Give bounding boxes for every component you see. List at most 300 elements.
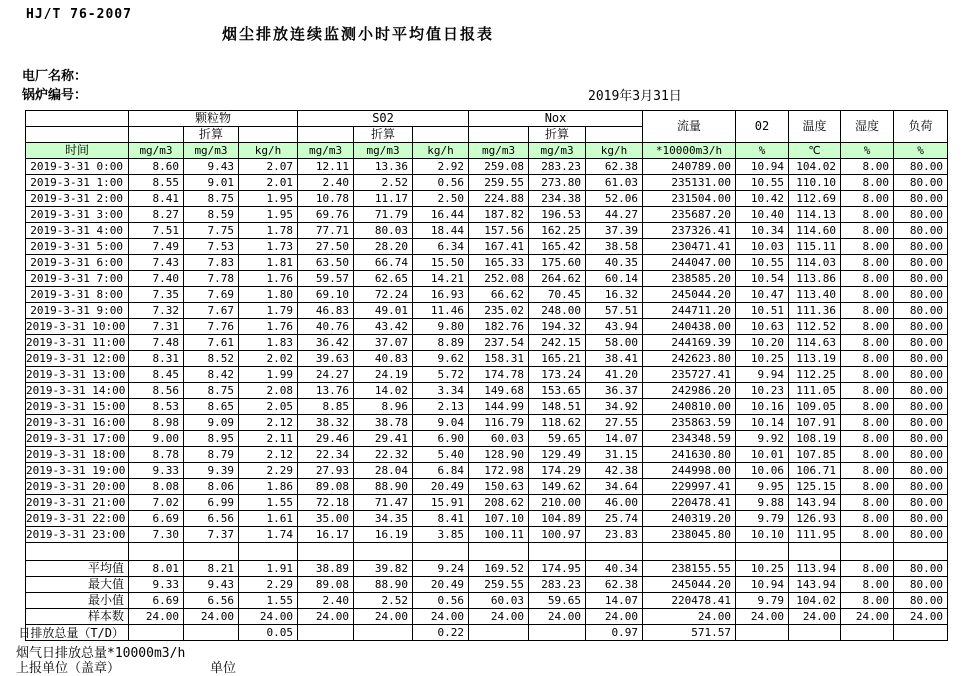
value-cell: 235131.00: [643, 175, 736, 191]
value-cell: 8.00: [841, 399, 894, 415]
unit-cell: mg/m3: [469, 143, 529, 159]
time-cell: 2019-3-31 6:00: [26, 255, 129, 271]
value-cell: 242.15: [529, 335, 586, 351]
value-cell: 196.53: [529, 207, 586, 223]
value-cell: 80.00: [894, 577, 948, 593]
summary-label: 最大值: [26, 577, 129, 593]
empty-cell: [239, 543, 298, 561]
value-cell: 111.05: [789, 383, 841, 399]
value-cell: 8.00: [841, 527, 894, 543]
value-cell: 24.00: [469, 609, 529, 625]
value-cell: 66.74: [354, 255, 413, 271]
converted-header-so2: 折算: [354, 127, 413, 143]
doc-code: HJ/T 76-2007: [26, 7, 132, 22]
value-cell: 100.11: [469, 527, 529, 543]
value-cell: 6.56: [184, 511, 239, 527]
value-cell: 22.34: [298, 447, 354, 463]
converted-header-pm: 折算: [184, 127, 239, 143]
value-cell: 28.04: [354, 463, 413, 479]
value-cell: 8.00: [841, 577, 894, 593]
value-cell: 172.98: [469, 463, 529, 479]
value-cell: 149.62: [529, 479, 586, 495]
time-cell: 2019-3-31 18:00: [26, 447, 129, 463]
summary-row: [26, 609, 948, 625]
table-row: [26, 319, 948, 335]
value-cell: 27.50: [298, 239, 354, 255]
value-cell: 16.44: [413, 207, 469, 223]
total-row: [26, 625, 948, 641]
value-cell: 20.49: [413, 577, 469, 593]
value-cell: 1.61: [239, 511, 298, 527]
table-row: [26, 511, 948, 527]
value-cell: 39.63: [298, 351, 354, 367]
value-cell: 77.71: [298, 223, 354, 239]
value-cell: 15.91: [413, 495, 469, 511]
table-row: [26, 287, 948, 303]
value-cell: [789, 625, 841, 641]
value-cell: 0.05: [239, 625, 298, 641]
value-cell: 104.02: [789, 159, 841, 175]
value-cell: 2.52: [354, 593, 413, 609]
value-cell: 175.60: [529, 255, 586, 271]
boiler-id-label: 锅炉编号：: [22, 88, 88, 103]
value-cell: 283.23: [529, 577, 586, 593]
value-cell: 112.52: [789, 319, 841, 335]
value-cell: 6.99: [184, 495, 239, 511]
report-date: 2019年3月31日: [588, 89, 682, 104]
value-cell: 126.93: [789, 511, 841, 527]
value-cell: 194.32: [529, 319, 586, 335]
value-cell: 10.03: [736, 239, 789, 255]
value-cell: 89.08: [298, 577, 354, 593]
value-cell: 169.52: [469, 561, 529, 577]
value-cell: 80.00: [894, 303, 948, 319]
value-cell: 167.41: [469, 239, 529, 255]
value-cell: 2.29: [239, 577, 298, 593]
value-cell: 38.41: [586, 351, 643, 367]
value-cell: 8.56: [129, 383, 184, 399]
table-row: [26, 159, 948, 175]
empty-cell: [469, 543, 529, 561]
value-cell: 1.83: [239, 335, 298, 351]
value-cell: 157.56: [469, 223, 529, 239]
value-cell: 1.81: [239, 255, 298, 271]
value-cell: 10.51: [736, 303, 789, 319]
value-cell: 10.78: [298, 191, 354, 207]
value-cell: 12.11: [298, 159, 354, 175]
value-cell: 237326.41: [643, 223, 736, 239]
value-cell: [736, 625, 789, 641]
value-cell: 69.10: [298, 287, 354, 303]
value-cell: 113.19: [789, 351, 841, 367]
value-cell: 24.00: [894, 609, 948, 625]
daily-total-label: 日排放总量（T/D）: [26, 625, 129, 641]
value-cell: 2.07: [239, 159, 298, 175]
value-cell: 158.31: [469, 351, 529, 367]
value-cell: 2.02: [239, 351, 298, 367]
value-cell: 89.08: [298, 479, 354, 495]
value-cell: 9.80: [413, 319, 469, 335]
value-cell: 8.75: [184, 383, 239, 399]
value-cell: 3.85: [413, 527, 469, 543]
time-cell: 2019-3-31 7:00: [26, 271, 129, 287]
value-cell: 9.62: [413, 351, 469, 367]
value-cell: 8.52: [184, 351, 239, 367]
unit-cell: mg/m3: [298, 143, 354, 159]
value-cell: 31.15: [586, 447, 643, 463]
value-cell: 80.00: [894, 239, 948, 255]
value-cell: 7.67: [184, 303, 239, 319]
value-cell: 80.00: [894, 511, 948, 527]
value-cell: 8.08: [129, 479, 184, 495]
value-cell: 9.00: [129, 431, 184, 447]
value-cell: 24.00: [413, 609, 469, 625]
value-cell: 11.46: [413, 303, 469, 319]
value-cell: 72.24: [354, 287, 413, 303]
value-cell: 80.00: [894, 479, 948, 495]
empty-cell: [184, 543, 239, 561]
value-cell: 8.31: [129, 351, 184, 367]
value-cell: 8.00: [841, 335, 894, 351]
value-cell: 62.38: [586, 577, 643, 593]
value-cell: 38.32: [298, 415, 354, 431]
value-cell: 16.93: [413, 287, 469, 303]
value-cell: 111.95: [789, 527, 841, 543]
value-cell: 16.32: [586, 287, 643, 303]
plant-name-label: 电厂名称：: [22, 69, 88, 84]
value-cell: 6.69: [129, 511, 184, 527]
value-cell: 41.20: [586, 367, 643, 383]
value-cell: 88.90: [354, 577, 413, 593]
value-cell: 10.63: [736, 319, 789, 335]
value-cell: 9.94: [736, 367, 789, 383]
value-cell: 10.54: [736, 271, 789, 287]
value-cell: 1.79: [239, 303, 298, 319]
group-header-temperature: 温度: [789, 111, 841, 143]
value-cell: 49.01: [354, 303, 413, 319]
value-cell: 230471.41: [643, 239, 736, 255]
value-cell: 7.49: [129, 239, 184, 255]
value-cell: 8.21: [184, 561, 239, 577]
value-cell: 7.78: [184, 271, 239, 287]
value-cell: 8.00: [841, 159, 894, 175]
value-cell: 39.82: [354, 561, 413, 577]
value-cell: 38.89: [298, 561, 354, 577]
time-header: 时间: [26, 143, 129, 159]
value-cell: 9.01: [184, 175, 239, 191]
time-cell: 2019-3-31 5:00: [26, 239, 129, 255]
value-cell: 114.03: [789, 255, 841, 271]
value-cell: 104.89: [529, 511, 586, 527]
table-row: [26, 447, 948, 463]
value-cell: 259.55: [469, 577, 529, 593]
value-cell: 60.14: [586, 271, 643, 287]
value-cell: 52.06: [586, 191, 643, 207]
value-cell: 1.80: [239, 287, 298, 303]
value-cell: 60.03: [469, 431, 529, 447]
value-cell: 80.00: [894, 527, 948, 543]
value-cell: 174.29: [529, 463, 586, 479]
value-cell: 24.19: [354, 367, 413, 383]
value-cell: 8.45: [129, 367, 184, 383]
empty-cell: [586, 127, 643, 143]
table-row: [26, 191, 948, 207]
time-cell: 2019-3-31 4:00: [26, 223, 129, 239]
value-cell: 24.00: [789, 609, 841, 625]
value-cell: 111.36: [789, 303, 841, 319]
value-cell: 8.00: [841, 239, 894, 255]
value-cell: 40.76: [298, 319, 354, 335]
value-cell: 9.43: [184, 159, 239, 175]
value-cell: 7.51: [129, 223, 184, 239]
value-cell: 6.90: [413, 431, 469, 447]
value-cell: 238585.20: [643, 271, 736, 287]
unit-cell: mg/m3: [184, 143, 239, 159]
table-row: [26, 415, 948, 431]
value-cell: 9.79: [736, 511, 789, 527]
value-cell: 8.00: [841, 255, 894, 271]
value-cell: 1.55: [239, 593, 298, 609]
value-cell: 8.95: [184, 431, 239, 447]
table-row: [26, 351, 948, 367]
value-cell: 114.60: [789, 223, 841, 239]
value-cell: 252.08: [469, 271, 529, 287]
value-cell: 7.61: [184, 335, 239, 351]
value-cell: 144.99: [469, 399, 529, 415]
value-cell: 8.41: [129, 191, 184, 207]
value-cell: 8.00: [841, 191, 894, 207]
summary-label: 样本数: [26, 609, 129, 625]
value-cell: 3.34: [413, 383, 469, 399]
value-cell: 9.88: [736, 495, 789, 511]
value-cell: 24.00: [736, 609, 789, 625]
value-cell: 34.64: [586, 479, 643, 495]
value-cell: 237.54: [469, 335, 529, 351]
value-cell: 10.40: [736, 207, 789, 223]
time-cell: 2019-3-31 15:00: [26, 399, 129, 415]
empty-cell: [586, 543, 643, 561]
time-cell: 2019-3-31 19:00: [26, 463, 129, 479]
value-cell: 24.00: [298, 609, 354, 625]
spacer-row: [26, 543, 948, 561]
value-cell: 63.50: [298, 255, 354, 271]
value-cell: 8.42: [184, 367, 239, 383]
value-cell: 129.49: [529, 447, 586, 463]
value-cell: 80.00: [894, 383, 948, 399]
value-cell: 80.00: [894, 271, 948, 287]
value-cell: 80.00: [894, 399, 948, 415]
value-cell: 6.84: [413, 463, 469, 479]
value-cell: 10.55: [736, 175, 789, 191]
value-cell: 0.97: [586, 625, 643, 641]
time-cell: 2019-3-31 8:00: [26, 287, 129, 303]
value-cell: 8.79: [184, 447, 239, 463]
value-cell: 234348.59: [643, 431, 736, 447]
value-cell: 8.53: [129, 399, 184, 415]
value-cell: 7.37: [184, 527, 239, 543]
value-cell: 234.38: [529, 191, 586, 207]
value-cell: 8.00: [841, 207, 894, 223]
empty-cell: [239, 127, 298, 143]
value-cell: 71.47: [354, 495, 413, 511]
time-cell: 2019-3-31 13:00: [26, 367, 129, 383]
value-cell: 11.17: [354, 191, 413, 207]
table-row: [26, 399, 948, 415]
value-cell: 59.57: [298, 271, 354, 287]
value-cell: 2.40: [298, 593, 354, 609]
page-title: 烟尘排放连续监测小时平均值日报表: [222, 25, 495, 43]
value-cell: 104.02: [789, 593, 841, 609]
report-table: [18, 110, 948, 641]
value-cell: 5.72: [413, 367, 469, 383]
time-cell: 2019-3-31 2:00: [26, 191, 129, 207]
value-cell: 8.00: [841, 303, 894, 319]
time-cell: 2019-3-31 23:00: [26, 527, 129, 543]
value-cell: 571.57: [643, 625, 736, 641]
empty-cell: [469, 127, 529, 143]
value-cell: 240810.00: [643, 399, 736, 415]
value-cell: 25.74: [586, 511, 643, 527]
unit-cell: %: [736, 143, 789, 159]
value-cell: 7.31: [129, 319, 184, 335]
value-cell: 9.43: [184, 577, 239, 593]
table-row: [26, 255, 948, 271]
value-cell: 38.78: [354, 415, 413, 431]
group-header-o2: 02: [736, 111, 789, 143]
value-cell: 238155.55: [643, 561, 736, 577]
value-cell: 59.65: [529, 593, 586, 609]
value-cell: 107.10: [469, 511, 529, 527]
value-cell: 24.00: [184, 609, 239, 625]
value-cell: 165.42: [529, 239, 586, 255]
value-cell: 7.83: [184, 255, 239, 271]
value-cell: 14.07: [586, 593, 643, 609]
time-cell: 2019-3-31 1:00: [26, 175, 129, 191]
value-cell: 115.11: [789, 239, 841, 255]
value-cell: 66.62: [469, 287, 529, 303]
value-cell: 35.00: [298, 511, 354, 527]
value-cell: 108.19: [789, 431, 841, 447]
empty-cell: [413, 543, 469, 561]
value-cell: 1.91: [239, 561, 298, 577]
group-header-so2: S02: [298, 111, 469, 127]
value-cell: 113.40: [789, 287, 841, 303]
value-cell: 150.63: [469, 479, 529, 495]
value-cell: 24.00: [643, 609, 736, 625]
value-cell: 220478.41: [643, 593, 736, 609]
value-cell: 80.00: [894, 593, 948, 609]
value-cell: 112.69: [789, 191, 841, 207]
value-cell: 9.33: [129, 463, 184, 479]
value-cell: [354, 625, 413, 641]
table-row: [26, 479, 948, 495]
value-cell: 241630.80: [643, 447, 736, 463]
value-cell: [469, 625, 529, 641]
summary-label: 最小值: [26, 593, 129, 609]
empty-cell: [26, 111, 129, 127]
value-cell: 8.01: [129, 561, 184, 577]
value-cell: 114.63: [789, 335, 841, 351]
value-cell: 1.99: [239, 367, 298, 383]
value-cell: 24.00: [129, 609, 184, 625]
value-cell: 10.25: [736, 351, 789, 367]
value-cell: 174.95: [529, 561, 586, 577]
empty-cell: [129, 127, 184, 143]
value-cell: 2.08: [239, 383, 298, 399]
value-cell: 1.76: [239, 271, 298, 287]
value-cell: 71.79: [354, 207, 413, 223]
value-cell: 27.93: [298, 463, 354, 479]
value-cell: 80.00: [894, 351, 948, 367]
value-cell: 240789.00: [643, 159, 736, 175]
value-cell: 8.00: [841, 463, 894, 479]
value-cell: 27.55: [586, 415, 643, 431]
value-cell: 10.23: [736, 383, 789, 399]
value-cell: 24.00: [354, 609, 413, 625]
table-body: [18, 159, 948, 641]
value-cell: 8.00: [841, 175, 894, 191]
unit-cell: %: [841, 143, 894, 159]
converted-header-nox: 折算: [529, 127, 586, 143]
value-cell: 2.05: [239, 399, 298, 415]
value-cell: 8.00: [841, 431, 894, 447]
value-cell: 8.00: [841, 271, 894, 287]
reporting-unit-label: 上报单位（盖章）: [16, 661, 121, 676]
value-cell: 8.00: [841, 511, 894, 527]
value-cell: 8.00: [841, 495, 894, 511]
value-cell: 40.34: [586, 561, 643, 577]
value-cell: 80.00: [894, 415, 948, 431]
value-cell: 116.79: [469, 415, 529, 431]
value-cell: 80.00: [894, 367, 948, 383]
value-cell: 238045.80: [643, 527, 736, 543]
value-cell: 264.62: [529, 271, 586, 287]
time-cell: 2019-3-31 11:00: [26, 335, 129, 351]
value-cell: 36.42: [298, 335, 354, 351]
value-cell: 6.34: [413, 239, 469, 255]
value-cell: 2.01: [239, 175, 298, 191]
value-cell: 62.65: [354, 271, 413, 287]
value-cell: 235727.41: [643, 367, 736, 383]
value-cell: 109.05: [789, 399, 841, 415]
time-cell: 2019-3-31 12:00: [26, 351, 129, 367]
value-cell: 9.24: [413, 561, 469, 577]
value-cell: 8.00: [841, 223, 894, 239]
unit-cell: ℃: [789, 143, 841, 159]
value-cell: 37.07: [354, 335, 413, 351]
unit-cell: kg/h: [239, 143, 298, 159]
value-cell: 5.40: [413, 447, 469, 463]
unit-cell: kg/h: [586, 143, 643, 159]
value-cell: 153.65: [529, 383, 586, 399]
table-row: [26, 383, 948, 399]
table-row: [26, 303, 948, 319]
table-row: [26, 335, 948, 351]
value-cell: 244711.20: [643, 303, 736, 319]
value-cell: 231504.00: [643, 191, 736, 207]
value-cell: 70.45: [529, 287, 586, 303]
group-header-flow: 流量: [643, 111, 736, 143]
value-cell: [129, 625, 184, 641]
value-cell: 7.48: [129, 335, 184, 351]
value-cell: 10.55: [736, 255, 789, 271]
value-cell: 182.76: [469, 319, 529, 335]
value-cell: 242623.80: [643, 351, 736, 367]
value-cell: 162.25: [529, 223, 586, 239]
value-cell: 113.94: [789, 561, 841, 577]
unit-cell: mg/m3: [354, 143, 413, 159]
time-cell: 2019-3-31 16:00: [26, 415, 129, 431]
